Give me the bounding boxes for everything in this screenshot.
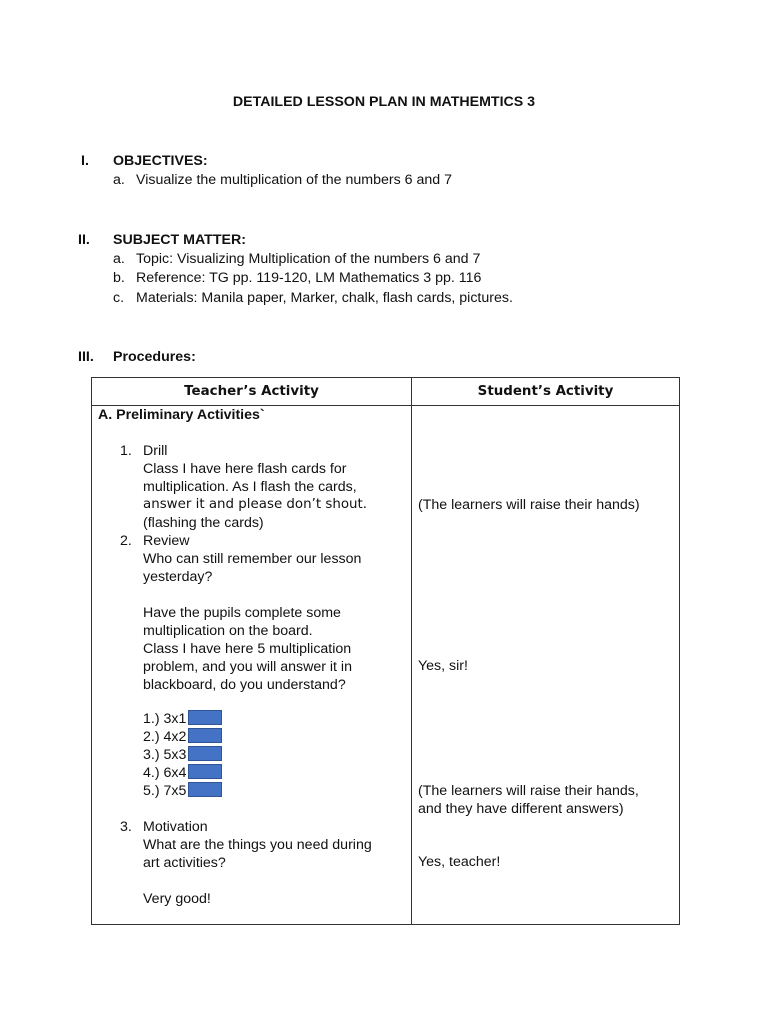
review-task-line-1: Have the pupils complete some bbox=[143, 605, 341, 621]
subject-item-reference: Reference: TG pp. 119-120, LM Mathematics 3 pp. 116 bbox=[136, 270, 482, 286]
student-motivation-response: Yes, teacher! bbox=[418, 854, 501, 870]
problem-text: 3.) 5x3 bbox=[143, 747, 187, 763]
table-header-row bbox=[92, 378, 680, 406]
objective-item-a: Visualize the multiplication of the numbers 6 and 7 bbox=[136, 172, 452, 188]
drill-title: Drill bbox=[143, 443, 168, 459]
motivation-number: 3. bbox=[120, 819, 132, 835]
problem-text: 2.) 4x2 bbox=[143, 729, 187, 745]
table-row bbox=[92, 406, 680, 925]
review-line-1: Who can still remember our lesson bbox=[143, 551, 362, 567]
drill-line-4: (flashing the cards) bbox=[143, 515, 264, 531]
answer-blank bbox=[188, 710, 222, 725]
drill-line-2: multiplication. As I flash the cards, bbox=[143, 479, 357, 495]
motivation-title: Motivation bbox=[143, 819, 208, 835]
drill-line-1: Class I have here flash cards for bbox=[143, 461, 347, 477]
problem-text: 4.) 6x4 bbox=[143, 765, 187, 781]
section-number-objectives: I. bbox=[81, 153, 89, 169]
subject-marker-b: b. bbox=[113, 270, 125, 286]
review-line-2: yesterday? bbox=[143, 569, 213, 585]
problem-item bbox=[143, 782, 222, 800]
student-problems-response-1: (The learners will raise their hands, bbox=[418, 783, 639, 799]
problem-item bbox=[143, 764, 222, 782]
student-problems-response-2: and they have different answers) bbox=[418, 801, 624, 817]
subject-marker-c: c. bbox=[113, 290, 125, 306]
drill-number: 1. bbox=[120, 443, 132, 459]
problem-text: 5.) 7x5 bbox=[143, 783, 187, 799]
section-heading-procedures: Procedures: bbox=[113, 349, 196, 365]
review-task-line-2: multiplication on the board. bbox=[143, 623, 313, 639]
subject-item-materials: Materials: Manila paper, Marker, chalk, flash cards, pictures. bbox=[136, 290, 513, 306]
motivation-closing: Very good! bbox=[143, 891, 211, 907]
subject-item-topic: Topic: Visualizing Multiplication of the numbers 6 and 7 bbox=[136, 251, 481, 267]
header-teachers-activity: Teacher’s Activity bbox=[92, 378, 412, 406]
section-heading-subject-matter: SUBJECT MATTER: bbox=[113, 232, 246, 248]
student-cell bbox=[412, 406, 680, 925]
preliminary-activities-heading: A. Preliminary Activities` bbox=[98, 407, 265, 423]
answer-blank bbox=[188, 782, 222, 797]
motivation-line-1: What are the things you need during bbox=[143, 837, 372, 853]
answer-blank bbox=[188, 764, 222, 779]
problem-item bbox=[143, 746, 222, 764]
review-title: Review bbox=[143, 533, 190, 549]
drill-line-3: answer it and please don’t shout. bbox=[143, 497, 368, 512]
header-students-activity: Student’s Activity bbox=[412, 378, 680, 406]
page-title: DETAILED LESSON PLAN IN MATHEMTICS 3 bbox=[232, 94, 536, 110]
student-review-response: Yes, sir! bbox=[418, 658, 468, 674]
problem-item bbox=[143, 710, 222, 728]
review-task-line-3: Class I have here 5 multiplication bbox=[143, 641, 352, 657]
review-task-line-5: blackboard, do you understand? bbox=[143, 677, 346, 693]
section-number-procedures: III. bbox=[78, 349, 94, 365]
problem-text: 1.) 3x1 bbox=[143, 711, 187, 727]
teacher-cell bbox=[92, 406, 412, 925]
motivation-line-2: art activities? bbox=[143, 855, 226, 871]
subject-marker-a: a. bbox=[113, 251, 125, 267]
problem-item bbox=[143, 728, 222, 746]
answer-blank bbox=[188, 728, 222, 743]
review-number: 2. bbox=[120, 533, 132, 549]
review-task-line-4: problem, and you will answer it in bbox=[143, 659, 352, 675]
procedures-table bbox=[91, 377, 680, 925]
section-number-subject-matter: II. bbox=[78, 232, 90, 248]
answer-blank bbox=[188, 746, 222, 761]
section-heading-objectives: OBJECTIVES: bbox=[113, 153, 208, 169]
student-drill-response: (The learners will raise their hands) bbox=[418, 497, 640, 513]
objective-marker-a: a. bbox=[113, 172, 125, 188]
